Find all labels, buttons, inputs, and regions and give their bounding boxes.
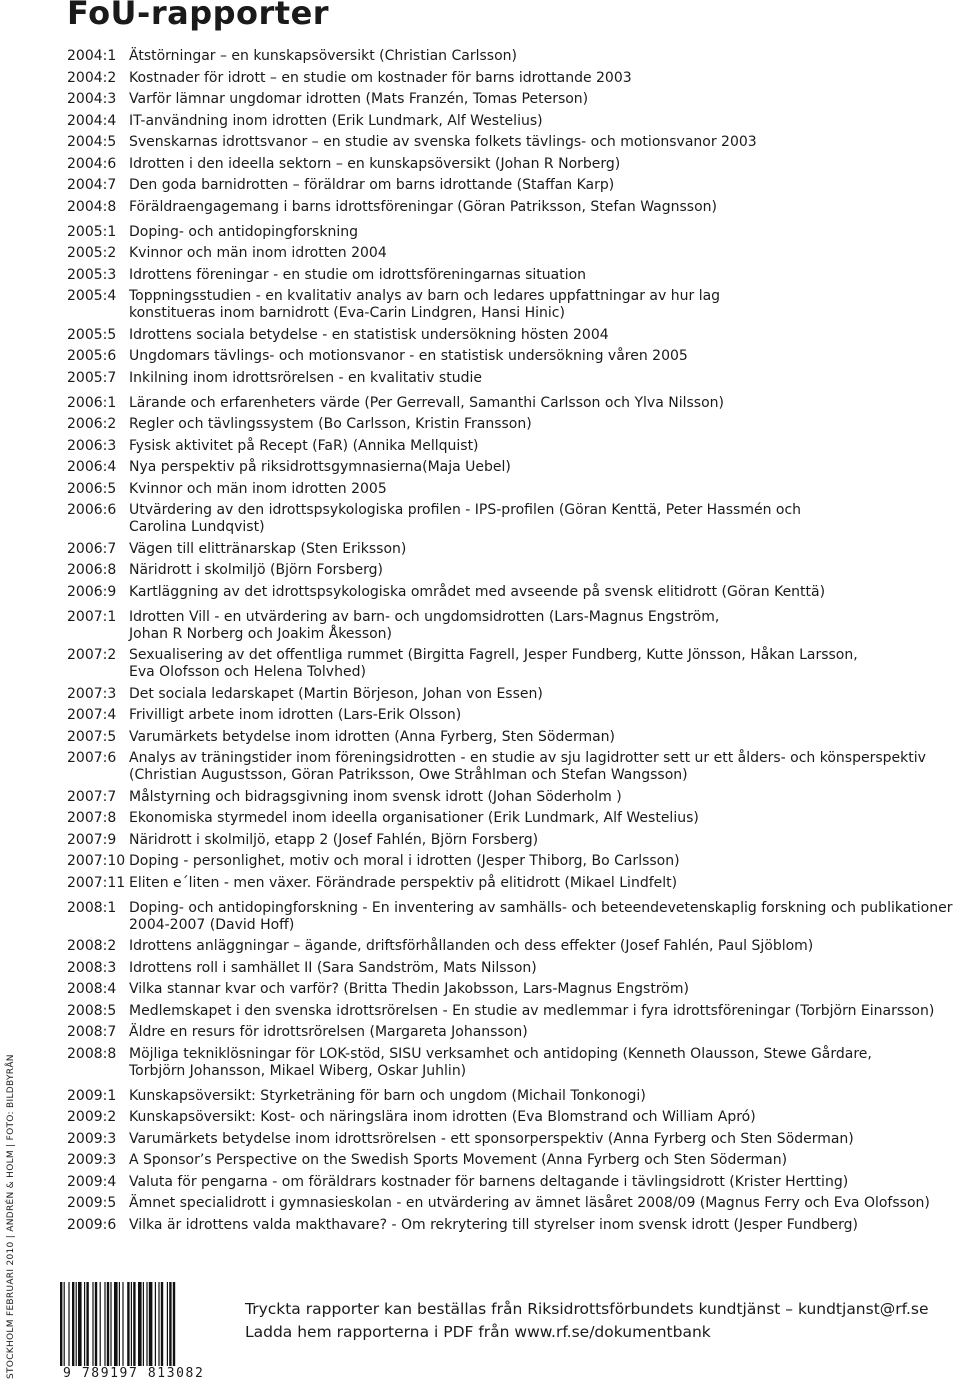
report-number: 2007:11: [67, 874, 126, 891]
report-title: Kostnader för idrott – en studie om kostnader för barns idrottande 2003: [129, 69, 632, 86]
barcode-bar: [133, 1282, 135, 1366]
report-number: 2009:4: [67, 1173, 117, 1190]
download-line: Ladda hem rapporterna i PDF från www.rf.se/dokumentbank: [245, 1323, 711, 1341]
report-entry: [67, 981, 959, 998]
report-title: Nya perspektiv på riksidrottsgymnasierna(Maja Uebel): [129, 459, 511, 475]
report-number: 2005:3: [67, 266, 117, 283]
report-title: Sexualisering av det offentliga rummet (Birgitta Fagrell, Jesper Fundberg, Kutte Jönsson, Håkan Larsson, Eva Olofsson och Helena Tolvhed): [129, 647, 858, 680]
report-title: Vilka stannar kvar och varför? (Britta Thedin Jakobsson, Lars-Magnus Engström): [129, 981, 689, 997]
report-number: 2007:8: [67, 810, 117, 826]
report-group-2005: [67, 224, 959, 387]
report-title: Ätstörningar – en kunskapsöversikt (Christian Carlsson): [129, 48, 517, 64]
report-entry: [67, 729, 959, 746]
report-entry: [67, 853, 959, 870]
order-info: [245, 1298, 929, 1344]
page-title: FoU-rapporter: [67, 0, 330, 32]
report-title: Äldre en resurs för idrottsrörelsen (Margareta Johansson): [129, 1024, 528, 1040]
report-entry: [67, 562, 959, 579]
report-title: Idrottens föreningar - en studie om idrottsföreningarnas situation: [129, 266, 587, 283]
barcode-bar: [173, 1282, 175, 1366]
barcode-bar: [76, 1282, 77, 1366]
report-entry: [67, 48, 959, 65]
report-number: 2004:5: [67, 134, 117, 150]
report-title: IT-användning inom idrotten (Erik Lundmark, Alf Westelius): [129, 112, 543, 129]
report-title: Vilka är idrottens valda makthavare? - Om rekrytering till styrelser inom svensk idrott (Jesper Fundberg): [129, 1216, 859, 1233]
barcode-bar: [110, 1282, 111, 1366]
report-title: Medlemskapet i den svenska idrottsrörelsen - En studie av medlemmar i fyra idrottsföreningar (Torbjörn Einarsson): [129, 1002, 935, 1019]
report-number: 2006:7: [67, 540, 117, 557]
report-title: Doping- och antidopingforskning: [129, 223, 358, 240]
report-number: 2004:4: [67, 112, 117, 129]
report-entry: [67, 1195, 959, 1212]
report-entry: [67, 267, 959, 284]
report-entry: [67, 609, 959, 643]
report-entry: [67, 224, 959, 241]
report-number: 2009:3: [67, 1152, 117, 1168]
report-title: Kunskapsöversikt: Styrketräning för barn och ungdom (Michail Tonkonogi): [129, 1087, 646, 1104]
report-number: 2007:2: [67, 647, 117, 663]
report-title: Kartläggning av det idrottspsykologiska området med avseende på svensk elitidrott (Göran Kenttä): [129, 583, 826, 600]
report-title: Varumärkets betydelse inom idrottsrörelsen - ett sponsorperspektiv (Anna Fyrberg och Sten Söderman): [129, 1130, 854, 1147]
report-title: Lärande och erfarenheters värde (Per Gerrevall, Samanthi Carlsson och Ylva Nilsson): [129, 394, 724, 411]
report-number: 2004:1: [67, 48, 117, 64]
report-entry: [67, 134, 959, 151]
barcode-bar: [155, 1282, 156, 1366]
report-title: Den goda barnidrotten – föräldrar om barns idrottande (Staffan Karp): [129, 177, 615, 193]
report-number: 2004:7: [67, 177, 117, 193]
report-entry: [67, 459, 959, 476]
report-number: 2004:2: [67, 69, 117, 86]
report-entry: [67, 70, 959, 87]
report-number: 2005:1: [67, 223, 117, 240]
report-number: 2005:5: [67, 326, 117, 343]
report-title: Svenskarnas idrottsvanor – en studie av svenska folkets tävlings- och motionsvanor 2003: [129, 134, 757, 150]
report-number: 2004:3: [67, 91, 117, 107]
report-title: Idrottens anläggningar – ägande, driftsförhållanden och dess effekter (Josef Fahlén, Paul Sjöblom): [129, 938, 814, 954]
report-number: 2007:10: [67, 853, 126, 869]
report-number: 2006:2: [67, 416, 117, 432]
report-number: 2008:3: [67, 959, 117, 976]
report-title: Idrottens roll i samhället II (Sara Sandström, Mats Nilsson): [129, 959, 537, 976]
report-number: 2006:6: [67, 502, 117, 518]
report-entry: [67, 113, 959, 130]
report-entry: [67, 789, 959, 806]
barcode-bar: [119, 1282, 120, 1366]
report-title: Det sociala ledarskapet (Martin Börjeson, Johan von Essen): [129, 685, 543, 702]
report-entry: [67, 177, 959, 194]
barcode-bars: [58, 1282, 206, 1366]
report-title: Möjliga tekniklösningar för LOK-stöd, SISU verksamhet och antidoping (Kenneth Olausson, Stewe Gårdare, Torbjörn Johansson, Mikael Wiberg, Oskar Juhlin): [129, 1045, 872, 1079]
report-entry: [67, 900, 959, 934]
barcode-bar: [149, 1282, 153, 1366]
report-number: 2004:8: [67, 198, 117, 215]
side-credit-text: STOCKHOLM FEBRUARI 2010 | ANDRÉN & HOLM | FOTO: BILDBYRÅN: [6, 1054, 16, 1379]
report-number: 2007:9: [67, 831, 117, 848]
report-entry: [67, 370, 959, 387]
report-title: Doping- och antidopingforskning - En inventering av samhälls- och beteendevetenskaplig forskning och publikationer 2004-2007 (David Hoff): [129, 899, 953, 933]
report-entry: [67, 416, 959, 433]
report-number: 2006:3: [67, 437, 117, 454]
report-entry: [67, 1152, 959, 1169]
report-title: Valuta för pengarna - om föräldrars kostnader för barnens deltagande i tävlingsidrott (Krister Hertting): [129, 1173, 849, 1190]
report-entry: [67, 647, 959, 681]
barcode-bar: [78, 1282, 82, 1366]
report-list: [67, 48, 959, 1242]
report-number: 2007:4: [67, 707, 117, 723]
report-entry: [67, 438, 959, 455]
report-entry: [67, 481, 959, 498]
report-number: 2004:6: [67, 155, 117, 172]
report-entry: [67, 1088, 959, 1105]
barcode-bar: [84, 1282, 85, 1366]
report-title: Föräldraengagemang i barns idrottsföreningar (Göran Patriksson, Stefan Wagnsson): [129, 198, 717, 215]
barcode-bar: [95, 1282, 97, 1366]
report-entry: [67, 584, 959, 601]
report-entry: [67, 938, 959, 955]
report-entry: [67, 832, 959, 849]
report-entry: [67, 245, 959, 262]
isbn-digits: 9 789197 813082: [63, 1366, 205, 1381]
report-number: 2009:1: [67, 1087, 117, 1104]
report-number: 2006:4: [67, 459, 117, 475]
report-number: 2007:7: [67, 788, 117, 805]
side-credit: [0, 999, 18, 1379]
report-entry: [67, 199, 959, 216]
report-title: Ämnet specialidrott i gymnasieskolan - en utvärdering av ämnet läsåret 2008/09 (Magnus Ferry och Eva Olofsson): [129, 1195, 930, 1211]
report-title: Varumärkets betydelse inom idrotten (Anna Fyrberg, Sten Söderman): [129, 728, 616, 745]
report-entry: [67, 502, 959, 536]
barcode-bar: [169, 1282, 171, 1366]
report-entry: [67, 1003, 959, 1020]
report-title: Idrotten i den ideella sektorn – en kunskapsöversikt (Johan R Norberg): [129, 155, 621, 172]
report-entry: [67, 288, 959, 322]
report-title: Analys av träningstider inom föreningsidrotten - en studie av sju lagidrotter sett ur ett ålders- och könsperspektiv (Christian Augustsson, Göran Patriksson, Owe Stråhlman och Stefan Wangsson): [129, 750, 926, 783]
report-entry: [67, 327, 959, 344]
report-title: Fysisk aktivitet på Recept (FaR) (Annika Mellquist): [129, 437, 479, 454]
report-number: 2007:1: [67, 608, 117, 625]
barcode-bar: [64, 1282, 65, 1366]
barcode-bar: [104, 1282, 105, 1366]
barcode-bar: [92, 1282, 93, 1366]
barcode-bar: [158, 1282, 159, 1366]
report-entry: [67, 156, 959, 173]
report-title: Inkilning inom idrottsrörelsen - en kvalitativ studie: [129, 369, 482, 386]
report-title: Kvinnor och män inom idrotten 2005: [129, 480, 387, 497]
report-title: Varför lämnar ungdomar idrotten (Mats Franzén, Tomas Peterson): [129, 91, 589, 107]
report-number: 2007:3: [67, 685, 117, 702]
report-entry: [67, 686, 959, 703]
report-entry: [67, 875, 959, 892]
barcode-bar: [122, 1282, 123, 1366]
report-group-2004: [67, 48, 959, 216]
report-title: Målstyrning och bidragsgivning inom svensk idrott (Johan Söderholm ): [129, 788, 622, 805]
report-entry: [67, 1109, 959, 1126]
report-number: 2008:5: [67, 1002, 117, 1019]
report-entry: [67, 750, 959, 784]
report-group-2009: [67, 1088, 959, 1234]
report-entry: [67, 1046, 959, 1080]
report-entry: [67, 541, 959, 558]
barcode-bar: [127, 1282, 129, 1366]
report-number: 2005:4: [67, 288, 117, 304]
report-entry: [67, 1024, 959, 1041]
report-title: Kunskapsöversikt: Kost- och näringslära inom idrotten (Eva Blomstrand och William Apró): [129, 1109, 756, 1125]
report-title: Toppningsstudien - en kvalitativ analys av barn och ledares uppfattningar av hur lag konstitueras inom barnidrott (Eva-Carin Lindgren, Hansi Hinic): [129, 288, 721, 321]
barcode-bar: [60, 1282, 62, 1366]
barcode-bar: [68, 1282, 69, 1366]
report-title: Näridrott i skolmiljö (Björn Forsberg): [129, 562, 383, 578]
report-title: Näridrott i skolmiljö, etapp 2 (Josef Fahlén, Björn Forsberg): [129, 831, 539, 848]
report-title: Vägen till elittränarskap (Sten Eriksson): [129, 540, 407, 557]
report-number: 2005:7: [67, 369, 117, 386]
barcode-bar: [72, 1282, 74, 1366]
report-number: 2005:2: [67, 245, 117, 261]
barcode-bar: [100, 1282, 101, 1366]
report-entry: [67, 1131, 959, 1148]
barcode-bar: [86, 1282, 88, 1366]
barcode-bar: [146, 1282, 147, 1366]
report-entry: [67, 1174, 959, 1191]
report-number: 2008:8: [67, 1045, 117, 1062]
report-number: 2008:4: [67, 981, 117, 997]
report-title: Regler och tävlingssystem (Bo Carlsson, Kristin Fransson): [129, 416, 532, 432]
report-title: A Sponsor’s Perspective on the Swedish Sports Movement (Anna Fyrberg och Sten Söderman): [129, 1152, 788, 1168]
report-title: Frivilligt arbete inom idrotten (Lars-Erik Olsson): [129, 707, 462, 723]
report-entry: [67, 707, 959, 724]
barcode-bar: [167, 1282, 168, 1366]
report-title: Ungdomars tävlings- och motionsvanor - en statistisk undersökning våren 2005: [129, 348, 688, 364]
report-number: 2006:8: [67, 562, 117, 578]
barcode-bar: [131, 1282, 132, 1366]
report-number: 2009:6: [67, 1216, 117, 1233]
report-group-2008: [67, 900, 959, 1080]
report-entry: [67, 1217, 959, 1234]
report-title: Utvärdering av den idrottspsykologiska profilen - IPS-profilen (Göran Kenttä, Peter Hassmén och Carolina Lundqvist): [129, 502, 802, 535]
barcode-bar: [114, 1282, 118, 1366]
report-number: 2007:5: [67, 728, 117, 745]
report-number: 2008:2: [67, 938, 117, 954]
report-number: 2006:9: [67, 583, 117, 600]
report-number: 2005:6: [67, 348, 117, 364]
report-number: 2006:1: [67, 394, 117, 411]
barcode-bar: [107, 1282, 109, 1366]
report-entry: [67, 348, 959, 365]
report-entry: [67, 91, 959, 108]
report-entry: [67, 395, 959, 412]
report-group-2007: [67, 609, 959, 892]
report-title: Ekonomiska styrmedel inom ideella organisationer (Erik Lundmark, Alf Westelius): [129, 810, 699, 826]
report-group-2006: [67, 395, 959, 601]
barcode-bar: [143, 1282, 144, 1366]
report-title: Doping - personlighet, motiv och moral i idrotten (Jesper Thiborg, Bo Carlsson): [129, 853, 680, 869]
order-line: Tryckta rapporter kan beställas från Riksidrottsförbundets kundtjänst – kundtjanst@rf.se: [245, 1300, 929, 1318]
report-title: Kvinnor och män inom idrotten 2004: [129, 245, 387, 261]
report-number: 2008:7: [67, 1024, 117, 1040]
report-title: Idrottens sociala betydelse - en statistisk undersökning hösten 2004: [129, 326, 609, 343]
report-title: Eliten e´liten - men växer. Förändrade perspektiv på elitidrott (Mikael Lindfelt): [129, 874, 678, 891]
report-number: 2008:1: [67, 899, 117, 916]
report-number: 2006:5: [67, 480, 117, 497]
report-entry: [67, 960, 959, 977]
report-number: 2007:6: [67, 750, 117, 766]
report-title: Idrotten Vill - en utvärdering av barn- och ungdomsidrotten (Lars-Magnus Engström, Johan R Norberg och Joakim Åkesson): [129, 608, 720, 642]
report-entry: [67, 810, 959, 827]
barcode-bar: [161, 1282, 163, 1366]
barcode-bar: [138, 1282, 142, 1366]
report-number: 2009:2: [67, 1109, 117, 1125]
report-number: 2009:3: [67, 1130, 117, 1147]
report-number: 2009:5: [67, 1195, 117, 1211]
